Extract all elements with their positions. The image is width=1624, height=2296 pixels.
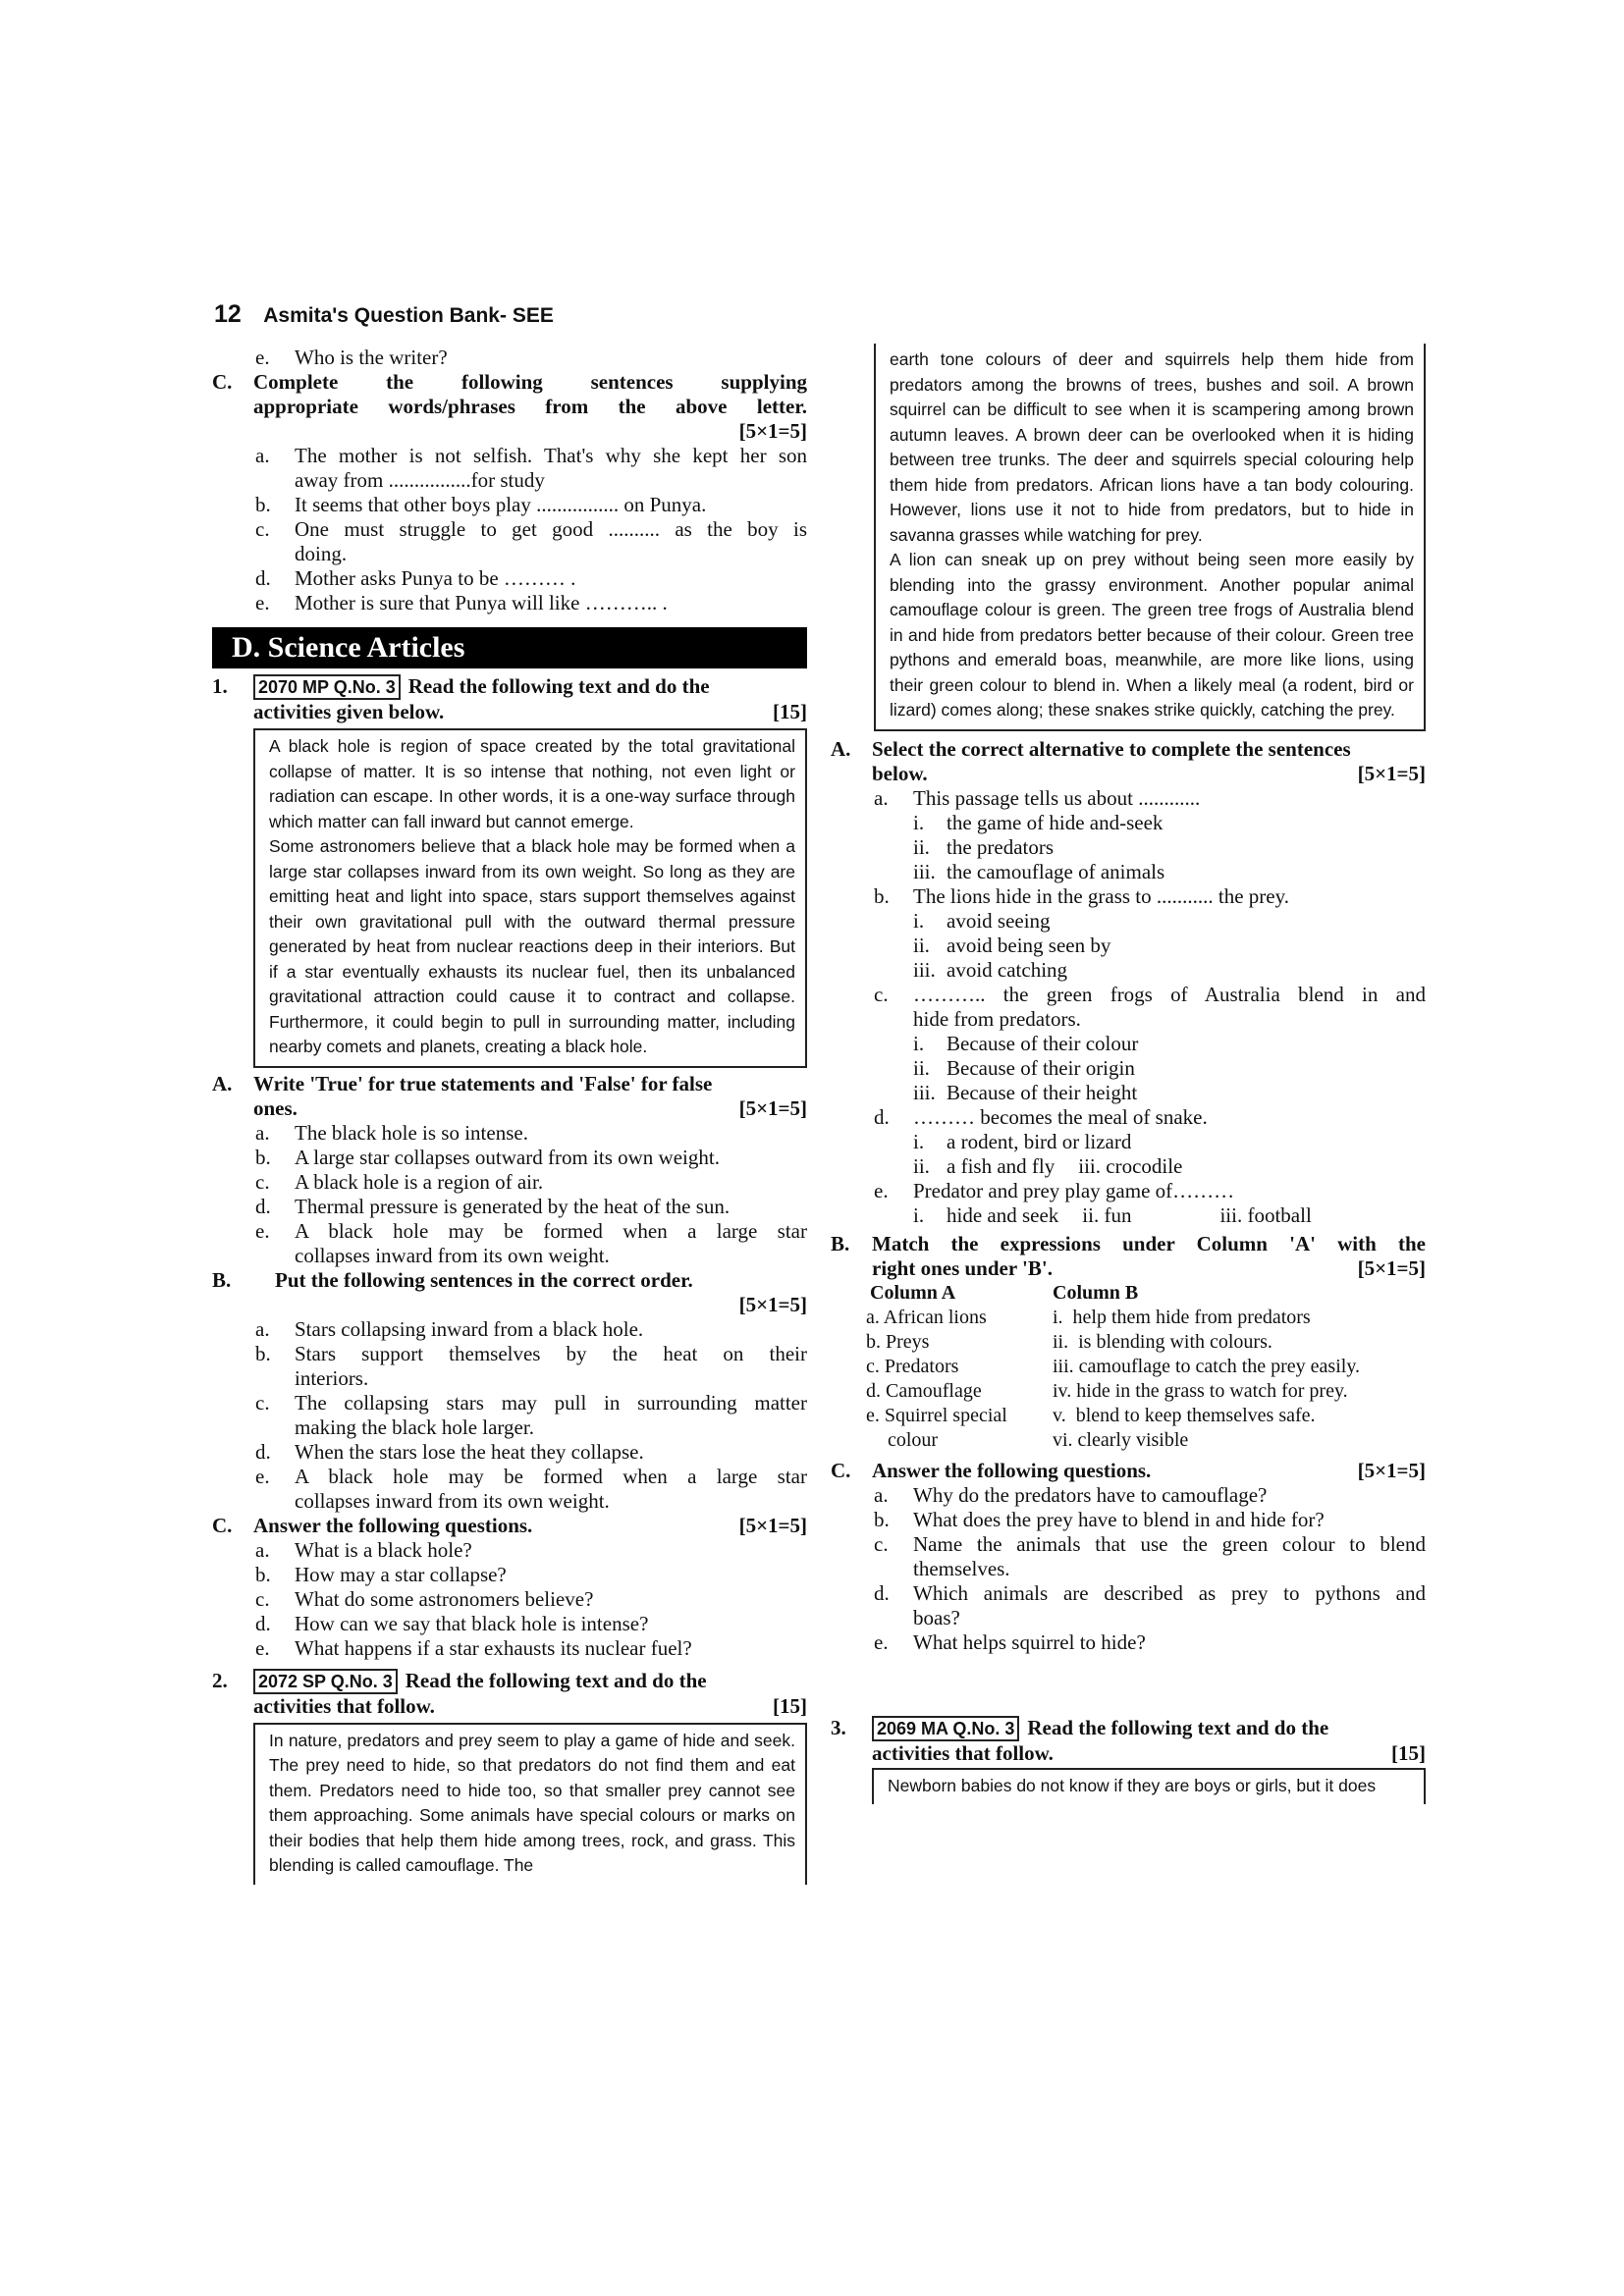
item-label: c. xyxy=(255,517,270,541)
item-label: c. xyxy=(255,1390,270,1415)
marks: [5×1=5] xyxy=(738,1095,807,1120)
exam-tag: 2069 MA Q.No. 3 xyxy=(872,1716,1019,1741)
table-row xyxy=(866,1379,1360,1404)
item-text: The mother is not selfish. That's why she kept her son xyxy=(295,444,807,467)
item-text: Name the animals that use the green colour to blend xyxy=(913,1531,1426,1556)
right-column xyxy=(831,344,1426,1804)
item-text: When the stars lose the heat they collapse. xyxy=(295,1439,644,1464)
column-b-cell: v. blend to keep themselves safe. xyxy=(1053,1404,1316,1426)
item-label: d. xyxy=(255,1611,271,1635)
item-text: Why do the predators have to camouflage? xyxy=(913,1482,1268,1507)
list-item xyxy=(212,493,807,517)
item-label: d. xyxy=(255,1194,271,1218)
option-label: iii. xyxy=(913,1080,936,1104)
item-text: themselves. xyxy=(913,1556,1010,1580)
list-item xyxy=(212,1563,807,1587)
column-a-cell: e. Squirrel special xyxy=(866,1404,1007,1426)
marks: [5×1=5] xyxy=(1357,1458,1426,1482)
option-text: avoid seeing xyxy=(947,908,1051,933)
column-a-cell: c. Predators xyxy=(866,1355,959,1377)
question-heading-line: appropriate words/phrases from the above letter. xyxy=(253,395,807,418)
column-b-cell: ii. is blending with colours. xyxy=(1053,1330,1272,1353)
list-item-continued xyxy=(212,1489,807,1514)
item-text: What does the prey have to blend in and hide for? xyxy=(913,1507,1325,1531)
item-text: The black hole is so intense. xyxy=(295,1120,528,1145)
question-3-heading-line: activities that follow. [15] xyxy=(872,1740,1426,1765)
item-label: a. xyxy=(874,1482,889,1507)
marks: [5×1=5] xyxy=(1357,761,1426,785)
column-b-cell: iv. hide in the grass to watch for prey. xyxy=(1053,1379,1348,1402)
question-heading: C. Answer the following questions. [5×1=5] xyxy=(212,1513,807,1537)
item-label: e. xyxy=(874,1629,889,1654)
list-item xyxy=(212,517,807,542)
question-heading: A. Write 'True' for true statements and 'False' for false xyxy=(212,1071,713,1095)
list-item-continued xyxy=(212,1244,807,1268)
item-text: The collapsing stars may pull in surrounding matter xyxy=(295,1390,807,1415)
item-text: Mother asks Punya to be ……… . xyxy=(295,566,576,590)
question-1-heading-line: activities given below. [15] xyxy=(253,700,807,723)
item-label: b. xyxy=(255,1341,271,1365)
item-text: collapses inward from its own weight. xyxy=(295,1243,610,1267)
column-b-cell: i. help them hide from predators xyxy=(1053,1306,1311,1328)
item-label: e. xyxy=(255,1218,270,1243)
mcq-option xyxy=(831,934,1426,958)
column-b-cell: vi. clearly visible xyxy=(1053,1428,1189,1451)
item-text: Stars support themselves by the heat on their xyxy=(295,1341,807,1365)
item-label: a. xyxy=(255,1537,270,1562)
section-title: D. Science Articles xyxy=(212,627,807,668)
option-text: the camouflage of animals xyxy=(947,859,1165,883)
item-text: Which animals are described as prey to pythons and xyxy=(913,1580,1426,1605)
passage-box: Newborn babies do not know if they are boys or girls, but it does xyxy=(872,1768,1426,1805)
table-row xyxy=(866,1330,1360,1355)
list-item xyxy=(212,1146,807,1170)
item-text: What is a black hole? xyxy=(295,1537,472,1562)
list-item xyxy=(212,1465,807,1489)
item-text: How may a star collapse? xyxy=(295,1562,507,1586)
match-table xyxy=(866,1281,1360,1453)
option-label: i. xyxy=(913,810,925,834)
marks: [15] xyxy=(773,700,807,723)
page-number: 12 xyxy=(214,300,242,328)
item-text: What happens if a star exhausts its nuclear fuel? xyxy=(295,1635,692,1660)
item-label: c. xyxy=(255,1169,270,1194)
column-a-cell: d. Camouflage xyxy=(866,1379,982,1402)
item-text: What helps squirrel to hide? xyxy=(913,1629,1146,1654)
item-label: a. xyxy=(255,1316,270,1341)
option-text: the game of hide and-seek xyxy=(947,810,1164,834)
mcq-question-line: hide from predators. xyxy=(913,1006,1081,1031)
item-text: A black hole may be formed when a large star xyxy=(295,1218,807,1243)
list-item xyxy=(212,1195,807,1219)
list-item xyxy=(212,1538,807,1563)
list-item-continued xyxy=(212,542,807,566)
list-item xyxy=(212,1121,807,1146)
table-row xyxy=(866,1355,1360,1379)
mcq-options: ii. a fish and fly iii. crocodile xyxy=(913,1153,1183,1178)
option-text: Because of their origin xyxy=(947,1055,1135,1080)
mcq-question: a. This passage tells us about ............ xyxy=(874,785,1201,810)
list-item-continued xyxy=(212,1366,807,1391)
list-item xyxy=(831,1483,1426,1508)
item-label: a. xyxy=(255,1120,270,1145)
item-label: b. xyxy=(255,1562,271,1586)
column-b-cell: iii. camouflage to catch the prey easily. xyxy=(1053,1355,1361,1377)
item-label: b. xyxy=(255,493,271,516)
marks: [5×1=5] xyxy=(1357,1255,1426,1280)
list-item xyxy=(212,1587,807,1612)
question-heading: A. Select the correct alternative to complete the sentences xyxy=(831,736,1351,761)
item-text: boas? xyxy=(913,1605,960,1629)
item-text: doing. xyxy=(295,542,348,565)
list-item xyxy=(212,1317,807,1342)
option-text: the predators xyxy=(947,834,1055,859)
item-label: d. xyxy=(255,566,271,590)
mcq-question: c. ……….. the green frogs of Australia blend in and xyxy=(874,982,1426,1006)
passage-box: A black hole is region of space created by the total gravitational collapse of matter. It is so intense that nothing, not even light or radiation can escape. In other words, it is a one-way surface through which matter can fall inward but cannot emerge. Some astronomers believe that a black hole may be formed when a large star collapses inward from its own weight. So long as they are emitting heat and light into space, stars support themselves against their own gravitational pull with the outward thermal pressure generated by heat from nuclear reactions deep in their interiors. But if a star eventually exhausts its nuclear fuel, then its unbalanced gravitational attraction could cause it to contract and collapse. Furthermore, it could begin to pull in surrounding matter, including nearby comets and planets, creating a black hole. xyxy=(253,728,807,1068)
item-label: b. xyxy=(255,1145,271,1169)
list-item xyxy=(212,1440,807,1465)
item-label: e. xyxy=(255,591,270,614)
list-item xyxy=(212,591,807,615)
mcq-option xyxy=(831,1081,1426,1105)
list-item-continued xyxy=(831,1557,1426,1581)
option-text: Because of their colour xyxy=(947,1031,1139,1055)
option-label: i. xyxy=(913,908,925,933)
question-heading: B. Put the following sentences in the correct order. xyxy=(212,1267,693,1292)
list-item xyxy=(212,444,807,468)
left-column xyxy=(212,346,807,1885)
item-text: Thermal pressure is generated by the heat of the sun. xyxy=(295,1194,731,1218)
item-label: d. xyxy=(255,1439,271,1464)
marks: [15] xyxy=(773,1693,807,1718)
item-text: making the black hole larger. xyxy=(295,1415,534,1439)
question-2-heading: 2. 2072 SP Q.No. 3 Read the following text and do the xyxy=(212,1668,707,1692)
option-text: avoid catching xyxy=(947,957,1068,982)
item-text: A black hole is a region of air. xyxy=(295,1169,544,1194)
passage-box-continued: earth tone colours of deer and squirrels help them hide from predators among the browns of trees, bushes and soil. A brown squirrel can be difficult to see when it is scampering among brown autumn leaves. A brown deer can be overlooked when it is hiding between tree trunks. The deer and squirrels special colouring help them hide from predators. African lions have a tan body colouring. However, lions use it not to hide from predators, but to hide in savanna grasses while watching for prey. A lion can sneak up on prey without being seen more easily by blending into the grassy environment. Another popular animal camouflage colour is green. The green tree frogs of Australia blend in and hide from predators better because of their colour. Green tree pythons and emerald boas, meanwhile, are more like lions, using their green colour to blend in. When a likely meal (a rodent, bird or lizard) comes along; these snakes strike quickly, catching the prey. xyxy=(874,344,1426,731)
list-item xyxy=(212,1636,807,1661)
table-row xyxy=(866,1428,1360,1453)
item-label: e. xyxy=(255,1635,270,1660)
marks: [5×1=5] xyxy=(738,1513,807,1537)
option-label: ii. xyxy=(913,834,930,859)
item-text: interiors. xyxy=(295,1365,369,1390)
column-a-cell: a. African lions xyxy=(866,1306,987,1328)
option-text: Because of their height xyxy=(947,1080,1138,1104)
mcq-question: d. ……… becomes the meal of snake. xyxy=(874,1104,1208,1129)
list-item xyxy=(212,1342,807,1366)
marks: [15] xyxy=(1391,1740,1426,1765)
column-a-header: Column A xyxy=(870,1281,956,1304)
item-label: a. xyxy=(255,444,270,467)
exam-tag: 2072 SP Q.No. 3 xyxy=(253,1669,398,1694)
table-row xyxy=(866,1404,1360,1428)
question-heading-line: ones. [5×1=5] xyxy=(253,1095,807,1120)
item-label: c. xyxy=(874,1531,889,1556)
item-text: A large star collapses outward from its own weight. xyxy=(295,1145,720,1169)
list-item-continued xyxy=(831,1606,1426,1630)
mcq-options: i. a rodent, bird or lizard xyxy=(913,1129,1132,1153)
item-text: A black hole may be formed when a large star xyxy=(295,1464,807,1488)
list-item xyxy=(212,1170,807,1195)
question-heading: C. Answer the following questions. [5×1=5] xyxy=(831,1458,1426,1482)
column-a-cell: b. Preys xyxy=(866,1330,930,1353)
item-text: One must struggle to get good .......... as the boy is xyxy=(295,517,807,541)
list-item xyxy=(831,1581,1426,1606)
marks: [5×1=5] xyxy=(738,419,807,443)
mcq-option xyxy=(831,811,1426,835)
item-text: What do some astronomers believe? xyxy=(295,1586,594,1611)
list-item xyxy=(831,1532,1426,1557)
list-item xyxy=(831,1630,1426,1655)
marks-line xyxy=(212,1293,807,1317)
item-label: c. xyxy=(255,1586,270,1611)
option-label: iii. xyxy=(913,957,936,982)
list-item xyxy=(212,1219,807,1244)
exam-tag: 2070 MP Q.No. 3 xyxy=(253,674,401,700)
item-label: b. xyxy=(874,1507,890,1531)
column-a-cell: colour xyxy=(888,1428,939,1451)
table-row xyxy=(866,1306,1360,1330)
question-heading: C. Complete the following sentences supplying xyxy=(212,370,807,394)
list-item xyxy=(212,566,807,591)
option-label: i. xyxy=(913,1031,925,1055)
mcq-option xyxy=(831,835,1426,860)
list-item-continued xyxy=(212,468,807,493)
mcq-option xyxy=(831,909,1426,934)
list-item: e. Who is the writer? xyxy=(255,346,448,369)
item-text: How can we say that black hole is intense? xyxy=(295,1611,649,1635)
question-heading-line: below. [5×1=5] xyxy=(872,761,1426,785)
mcq-option xyxy=(831,860,1426,884)
mcq-option xyxy=(831,1056,1426,1081)
option-label: ii. xyxy=(913,933,930,957)
page-header xyxy=(214,300,554,329)
list-item xyxy=(212,1612,807,1636)
list-item xyxy=(212,1391,807,1415)
item-text: Mother is sure that Punya will like ……….. . xyxy=(295,591,668,614)
mcq-question: e. Predator and prey play game of……… xyxy=(874,1178,1235,1202)
marks: [5×1=5] xyxy=(738,1292,807,1316)
passage-box: In nature, predators and prey seem to play a game of hide and seek. The prey need to hide, so that predators do not find them and eat them. Predators need to hide too, so that smaller prey cannot see them approaching. Some animals have special colours or marks on their bodies that help them hide among trees, rock, and grass. This blending is called camouflage. The xyxy=(253,1723,807,1885)
item-text: Stars collapsing inward from a black hole. xyxy=(295,1316,644,1341)
question-2-heading-line: activities that follow. [15] xyxy=(253,1693,807,1718)
column-b-header: Column B xyxy=(1053,1281,1139,1304)
mcq-option xyxy=(831,958,1426,983)
item-text: collapses inward from its own weight. xyxy=(295,1488,610,1513)
list-item xyxy=(831,1508,1426,1532)
marks-line xyxy=(212,419,807,444)
mcq-options: i. hide and seek ii. fun iii. football xyxy=(913,1202,1312,1227)
question-heading-line: right ones under 'B'. [5×1=5] xyxy=(872,1255,1426,1280)
option-label: iii. xyxy=(913,859,936,883)
item-text: It seems that other boys play ................ on Punya. xyxy=(295,493,707,516)
mcq-question: b. The lions hide in the grass to ........... the prey. xyxy=(874,883,1289,908)
item-label: e. xyxy=(255,1464,270,1488)
item-text: away from ................for study xyxy=(295,468,545,492)
book-title: Asmita's Question Bank- SEE xyxy=(263,304,554,327)
question-3-heading: 3. 2069 MA Q.No. 3 Read the following text and do the xyxy=(831,1715,1329,1739)
option-text: avoid being seen by xyxy=(947,933,1111,957)
question-heading: B. Match the expressions under Column 'A' with the xyxy=(831,1231,1426,1255)
item-label: d. xyxy=(874,1580,890,1605)
question-1-heading: 1. 2070 MP Q.No. 3 Read the following text and do the xyxy=(212,674,710,698)
option-label: ii. xyxy=(913,1055,930,1080)
list-item-continued xyxy=(212,1415,807,1440)
mcq-option xyxy=(831,1032,1426,1056)
